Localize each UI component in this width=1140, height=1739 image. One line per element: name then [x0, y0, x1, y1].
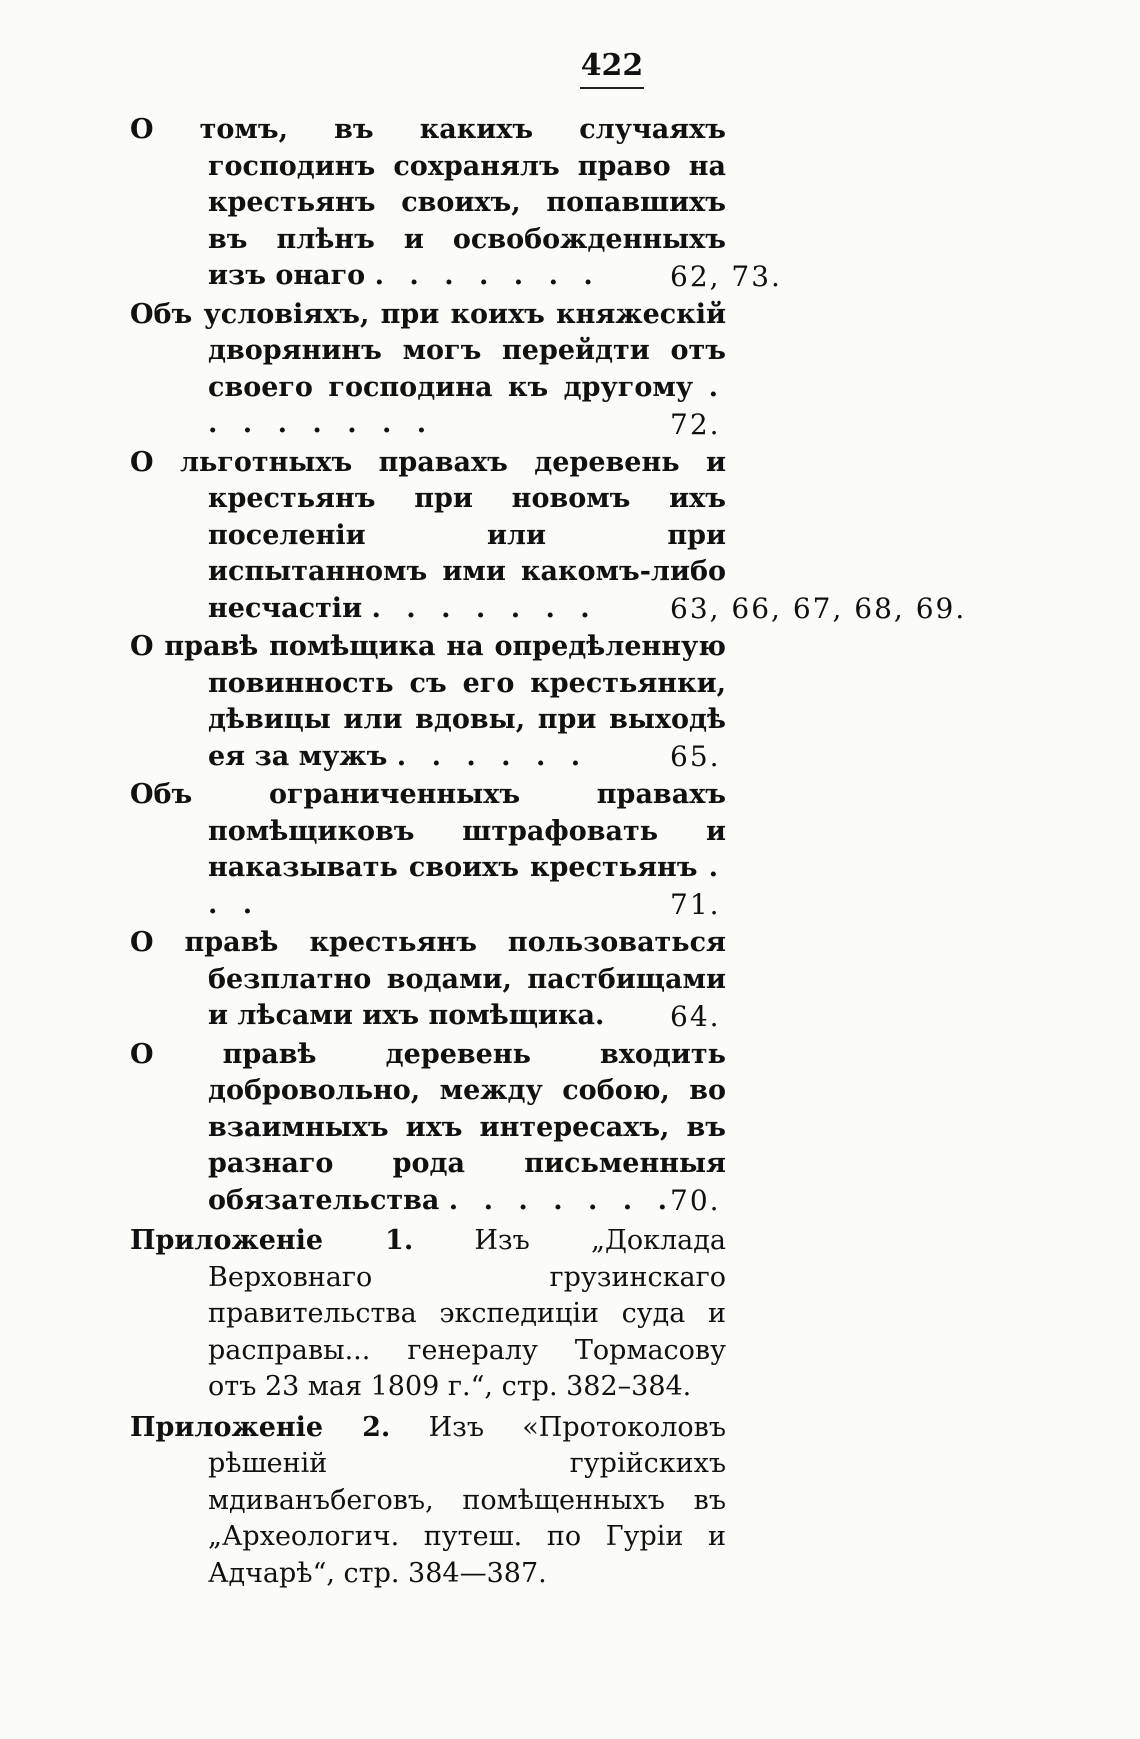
- dot-leader: . . . . . . .: [448, 1184, 675, 1216]
- index-list: [130, 112, 1090, 1592]
- appendix-text: Изъ „Доклада Верховнаго грузинскаго правительства экспедиціи суда и расправы... генералу Тормасову отъ 23 мая 1809 г.“, стр. 382–384.: [208, 1225, 726, 1402]
- entry-text: О правѣ помѣщика на опредѣленную повинность съ его крестьянки, дѣвицы или вдовы, при выходѣ ея за мужъ: [130, 631, 726, 772]
- index-entry: [130, 629, 1090, 775]
- entry-refs: 72.: [670, 407, 721, 441]
- appendix-entry: [130, 1410, 726, 1593]
- dot-leader: . . . . . .: [396, 740, 589, 772]
- index-entry: [130, 925, 1090, 1035]
- dot-leader: . . . . . . . .: [208, 371, 726, 439]
- dot-leader: . . . . . . .: [374, 260, 601, 291]
- entry-refs: 70.: [670, 1184, 721, 1217]
- entry-refs: 63, 66, 67, 68, 69.: [670, 592, 967, 625]
- index-entry: [130, 777, 1090, 923]
- appendix-text: Изъ «Протоколовъ рѣшеній гурійскихъ мдиванъбеговъ, помѣщенныхъ въ „Археологич. путеш. по Гуріи и Адчарѣ“, стр. 384—387.: [208, 1411, 726, 1589]
- entry-refs: 71.: [670, 888, 721, 921]
- entry-text: О правѣ деревень входить добровольно, между собою, во взаимныхъ ихъ интересахъ, въ разнаго рода письменныя обязательства: [130, 1038, 726, 1216]
- entry-refs: 62, 73.: [670, 259, 782, 293]
- entry-refs: 65.: [670, 740, 721, 773]
- index-entry: [130, 445, 1090, 628]
- dot-leader: . . . . . . .: [371, 592, 598, 624]
- index-entry: [130, 112, 1090, 295]
- appendix-entry: [130, 1223, 726, 1406]
- index-entry: [130, 297, 1090, 443]
- entry-text: О правѣ крестьянъ пользоваться безплатно водами, пастбищами и лѣсами ихъ помѣщика.: [130, 927, 726, 1031]
- entry-text: О льготныхъ правахъ деревень и крестьянъ при новомъ ихъ поселеніи или при испытанномъ ими какомъ-либо несчастіи: [130, 446, 726, 624]
- entry-text: Объ ограниченныхъ правахъ помѣщиковъ штрафовать и наказывать своихъ крестьянъ: [130, 779, 726, 883]
- entry-text: О томъ, въ какихъ случаяхъ господинъ сохранялъ право на крестьянъ своихъ, попавшихъ въ плѣнъ и освобожденныхъ изъ онаго: [130, 114, 726, 291]
- entry-text: Объ условіяхъ, при коихъ княжескій дворянинъ могъ перейдти отъ своего господина къ другому: [130, 298, 726, 403]
- appendix-label: Приложеніе 1.: [130, 1225, 414, 1256]
- index-entry: [130, 1037, 1090, 1220]
- dot-leader: . . .: [208, 852, 726, 920]
- appendix-label: Приложеніе 2.: [130, 1411, 391, 1443]
- page-number: 422: [580, 48, 644, 89]
- entry-refs: 64.: [670, 999, 721, 1033]
